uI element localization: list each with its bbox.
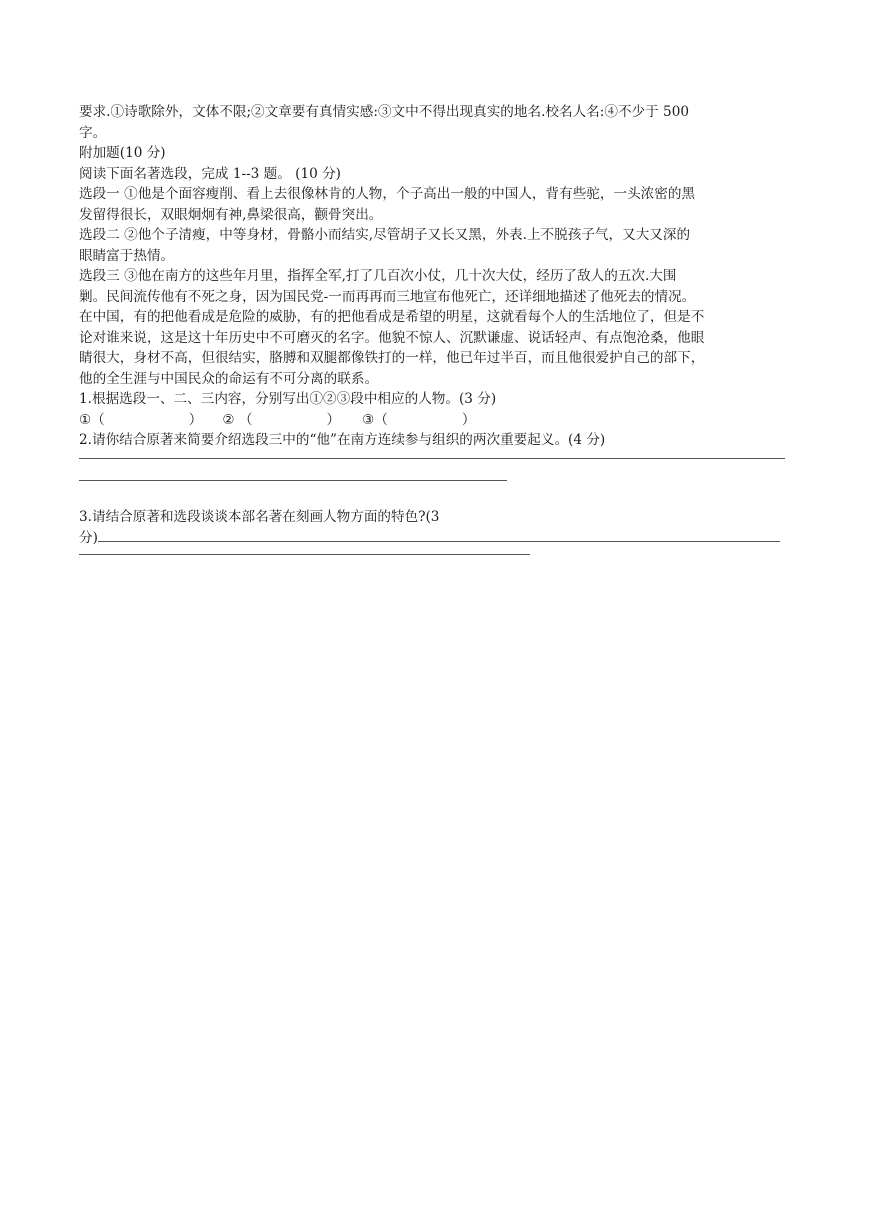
text-line: 睛很大，身材不高，但很结实，胳膊和双腿都像铁打的一样，他已年过半百，而且他很爱护自己的部下， [79, 350, 705, 366]
question-2: 2.请你结合原著来简要介绍选段三中的“他”在南方连续参与组织的两次重要起义。(4 分) [79, 432, 606, 448]
question-1-blanks [79, 410, 789, 431]
blank-2-open: ② （ [222, 411, 253, 428]
blank-1-close: ） [188, 411, 203, 428]
section-title: 附加题(10 分) [79, 145, 166, 161]
text-line: 选段一 ①他是个面容瘦削、看上去很像林肯的人物，个子高出一般的中国人，背有些驼，一头浓密的黑 [79, 186, 696, 202]
document-page [79, 102, 789, 555]
blank-3-open: ③（ [362, 411, 388, 428]
text-line: 字。 [79, 124, 107, 141]
text-line: 眼睛富于热情。 [79, 247, 175, 264]
blank-1-open: ①（ [79, 411, 105, 428]
text-line: 选段二 ②他个子清瘦，中等身材，骨骼小而结实,尽管胡子又长又黑，外表.上不脱孩子气，又大又深的 [79, 227, 691, 243]
answer-line[interactable] [79, 554, 530, 555]
text-line: 论对谁来说，这是这十年历史中不可磨灭的名字。他貌不惊人、沉默谦虚、说话轻声、有点饱沧桑，他眼 [79, 329, 705, 346]
text-line: 他的全生涯与中国民众的命运有不可分离的联系。 [79, 370, 379, 387]
text-line: 在中国，有的把他看成是危险的威胁，有的把他看成是希望的明星，这就看每个人的生活地位了，但是不 [79, 309, 705, 325]
text-line: 选段三 ③他在南方的这些年月里，指挥全军,打了几百次小仗，几十次大仗，经历了敌人的五次.大围 [79, 268, 677, 284]
question-1: 1.根据选段一、二、三内容，分别写出①②③段中相应的人物。(3 分) [79, 391, 497, 407]
text-line: 要求.①诗歌除外，文体不限;②文章要有真情实感:③文中不得出现真实的地名.校名人名:④不少于 500 [79, 104, 689, 120]
blank-3-close: ） [461, 411, 476, 428]
question-3: 3.请结合原著和选段谈谈本部名著在刻画人物方面的特色?(3 [79, 508, 440, 525]
text-line: 发留得很长，双眼炯炯有神,鼻梁很高，颧骨突出。 [79, 206, 383, 223]
text-line: 阅读下面名著选段，完成 1--3 题。 (10 分) [79, 165, 341, 182]
answer-line[interactable] [98, 527, 780, 542]
text-line: 剿。民间流传他有不死之身，因为国民党-一而再再而三地宣布他死亡，还详细地描述了他死去的情况。 [79, 288, 696, 305]
blank-2-close: ） [326, 411, 341, 428]
question-3-continued: 分) [79, 527, 789, 548]
